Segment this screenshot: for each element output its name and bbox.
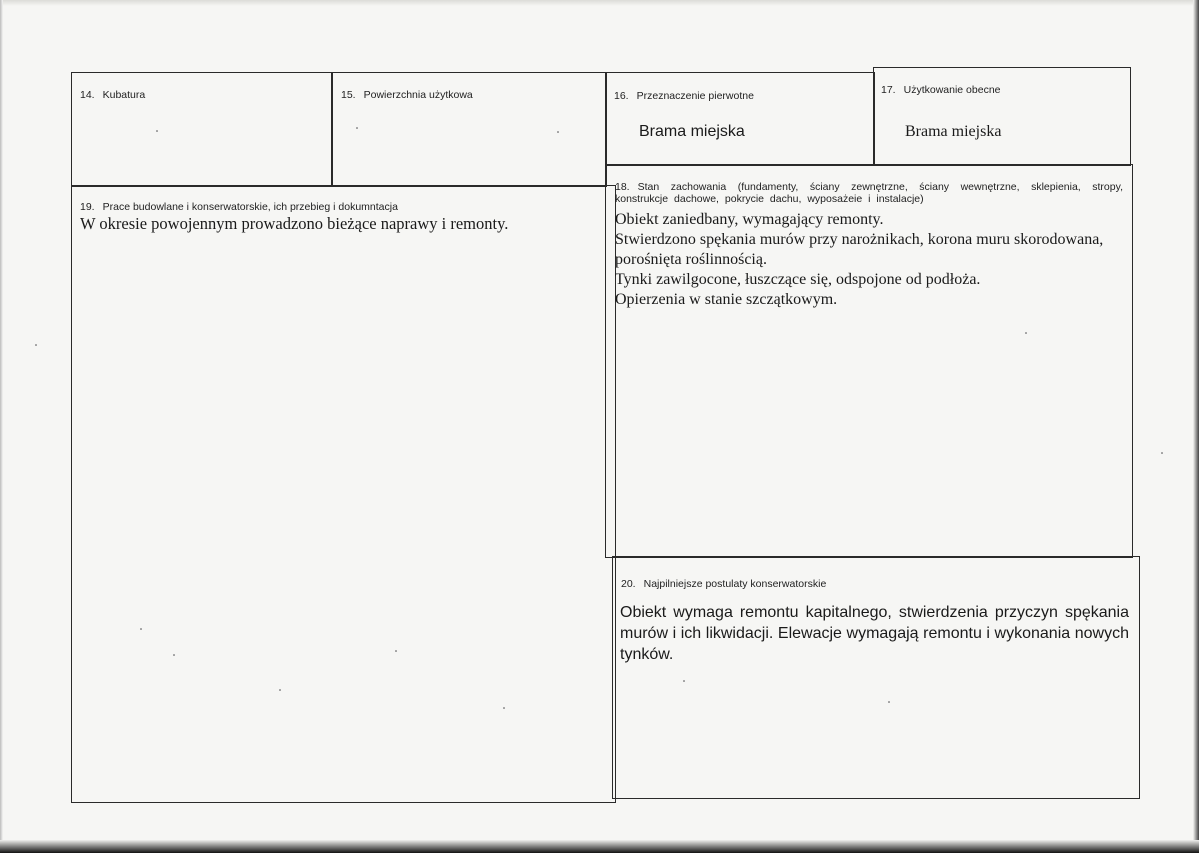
field-stan-line: Stwierdzono spękania murów przy narożnikach, korona muru skorodowana, [615, 231, 1104, 248]
field-postulaty [612, 556, 1140, 799]
field-label-text: Przeznaczenie pierwotne [636, 90, 754, 102]
scan-speck [888, 701, 890, 703]
field-number: 16. [614, 90, 629, 102]
field-stan-line: Tynki zawilgocone, łuszczące się, odspojone od podłoża. [615, 271, 981, 288]
field-przeznaczenie-label [614, 90, 754, 102]
field-label-text: Stan zachowania (fundamenty, ściany zewnętrzne, ściany wewnętrzne, sklepienia, stropy, konstrukcje dachowe, pokrycie dachu, wyposażeie i instalacje) [615, 181, 1123, 205]
field-stan-text [615, 210, 1130, 310]
scan-speck [173, 654, 175, 656]
field-number: 15. [341, 89, 356, 101]
field-label-text: Powierzchnia użytkowa [363, 89, 473, 101]
scan-speck [1161, 452, 1163, 454]
field-label-text: Kubatura [102, 89, 146, 101]
field-stan-line: Obiekt zaniedbany, wymagający remonty. [615, 211, 884, 228]
page-edge-right [1193, 0, 1199, 853]
field-number: 18. [615, 181, 630, 193]
field-uzytkowanie [873, 67, 1131, 166]
page-edge-top [0, 0, 1199, 6]
field-label-text: Użytkowanie obecne [903, 84, 1001, 96]
field-number: 19. [80, 201, 95, 213]
page-edge-left [0, 0, 3, 853]
field-stan-line: porośnięta roślinnością. [615, 251, 767, 268]
scan-speck [1025, 332, 1027, 334]
field-prace [71, 185, 616, 803]
field-uzytkowanie-value: Brama miejska [905, 123, 1002, 140]
scan-speck [279, 689, 281, 691]
field-number: 17. [881, 84, 896, 96]
field-prace-value: W okresie powojennym prowadzono bieżące naprawy i remonty. [80, 214, 509, 233]
field-powierzchnia-label [341, 89, 473, 101]
field-przeznaczenie-value: Brama miejska [639, 123, 745, 140]
scan-speck [140, 628, 142, 630]
scan-speck [503, 707, 505, 709]
scan-speck [35, 344, 37, 346]
field-kubatura-label [80, 89, 145, 101]
field-postulaty-label [621, 578, 826, 590]
field-postulaty-value: Obiekt wymaga remontu kapitalnego, stwierdzenia przyczyn spękania murów i ich likwidacji. Elewacje wymagają remontu i wykonania nowych tynków. [620, 604, 1129, 663]
field-number: 20. [621, 578, 636, 590]
field-number: 14. [80, 89, 95, 101]
field-przeznaczenie [605, 72, 875, 166]
field-prace-label [80, 201, 398, 213]
field-label-text: Prace budowlane i konserwatorskie, ich przebieg i dokumntacja [102, 201, 398, 213]
field-uzytkowanie-label [881, 84, 1001, 96]
field-stan-line: Opierzenia w stanie szczątkowym. [615, 291, 838, 308]
scan-speck [395, 650, 397, 652]
field-label-text: Najpilniejsze postulaty konserwatorskie [643, 578, 827, 590]
page-edge-bottom [0, 840, 1199, 853]
field-stan-label [615, 181, 1123, 205]
scan-speck [356, 127, 358, 129]
scan-speck [156, 130, 158, 132]
scan-speck [683, 680, 685, 682]
scan-speck [557, 131, 559, 133]
